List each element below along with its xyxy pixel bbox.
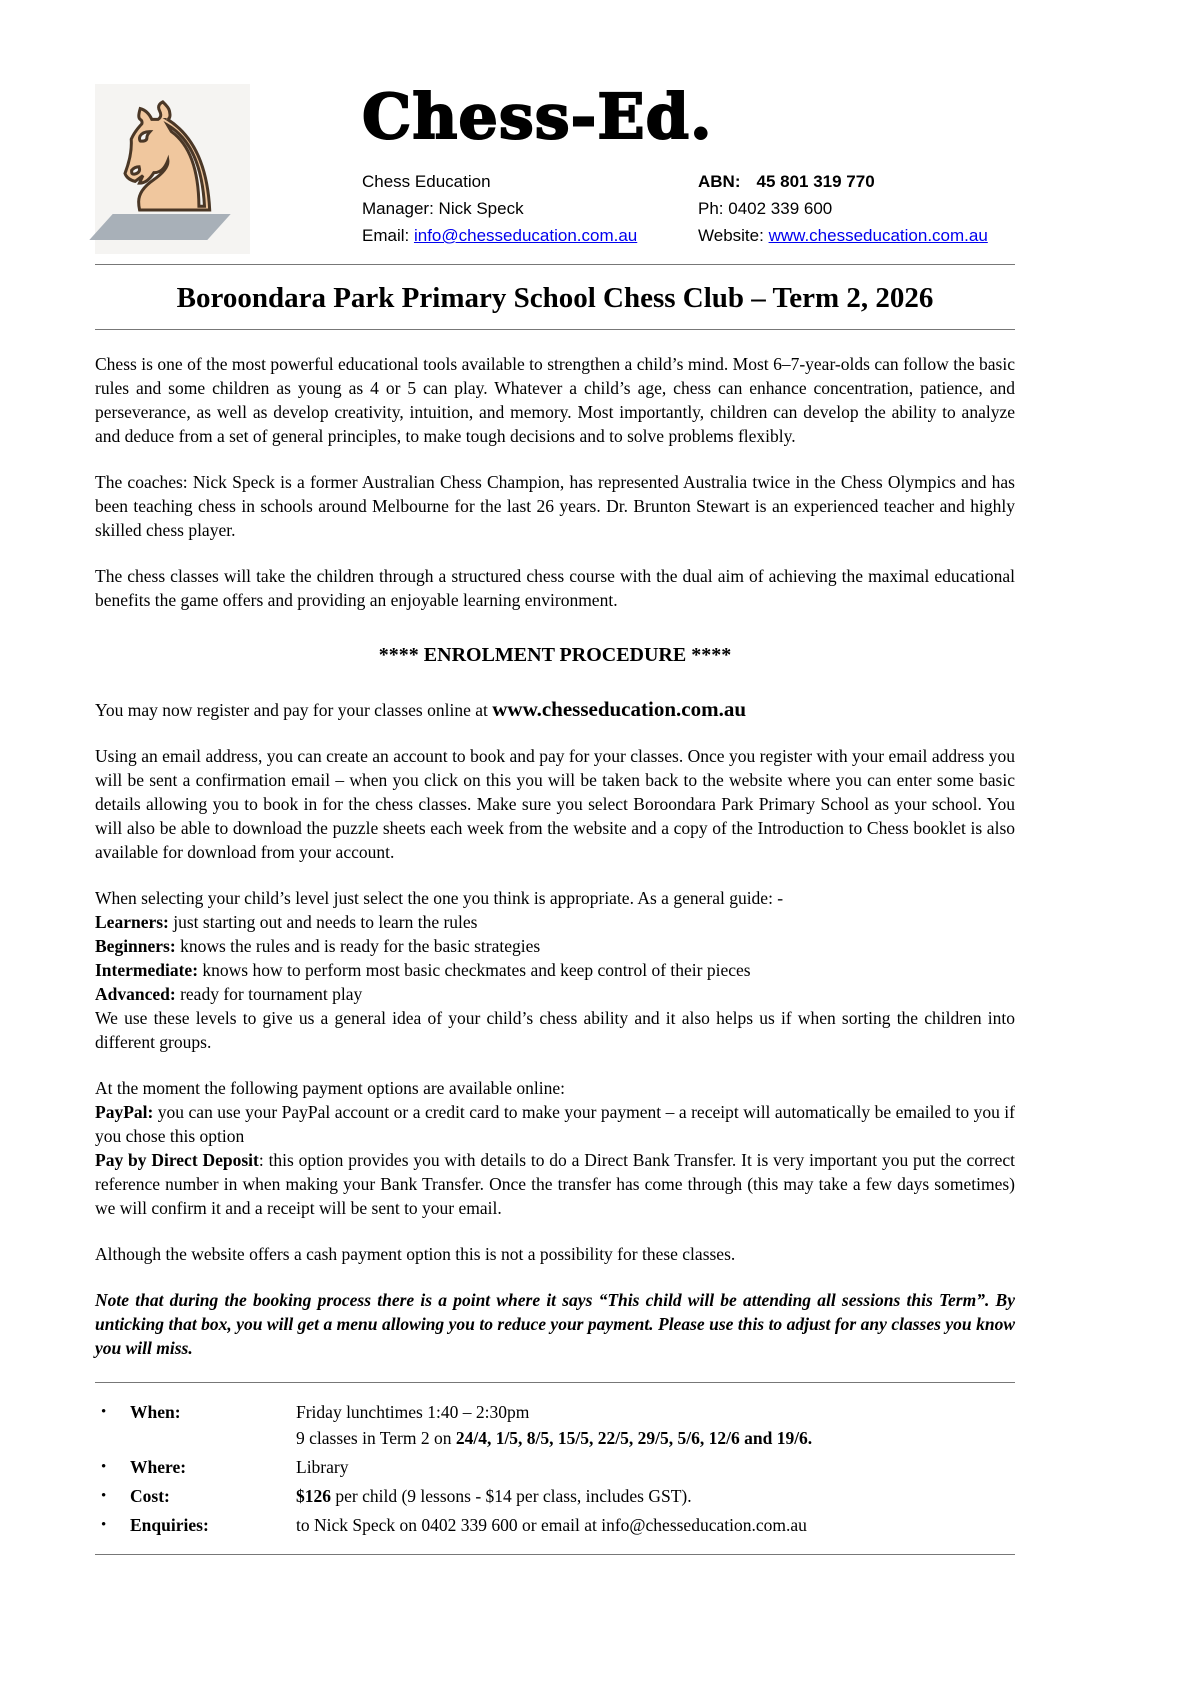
title-divider: [95, 329, 1015, 330]
paragraph-coaches: The coaches: Nick Speck is a former Australian Chess Champion, has represented Australia twice in the Chess Olympics and has been teaching chess in schools around Melbourne for the last 26 years. Dr. Brunton Stewart is an experienced teacher and highly skilled chess player.: [95, 472, 1015, 540]
detail-label-where: Where:: [130, 1457, 187, 1477]
levels-intro: When selecting your child’s level just select the one you think is appropriate. As a general guide: -: [95, 888, 784, 908]
level-text: knows how to perform most basic checkmates and keep control of their pieces: [198, 960, 751, 980]
abn-label: ABN:: [698, 172, 741, 191]
level-item: [95, 958, 1015, 982]
brand-title: Chess-Ed.: [362, 80, 713, 153]
when-line2-prefix: 9 classes in Term 2 on: [296, 1428, 456, 1448]
contact-right-column: [698, 168, 1015, 249]
level-label: Beginners:: [95, 936, 176, 956]
payment-label: Pay by Direct Deposit: [95, 1150, 259, 1170]
bullet-icon: •: [101, 1488, 107, 1504]
enrolment-heading: **** ENROLMENT PROCEDURE ****: [378, 644, 732, 666]
detail-row-where: [95, 1454, 1015, 1480]
booking-note: Note that during the booking process there is a point where it says “This child will be attending all sessions this Term”. By unticking that box, you will get a menu allowing you to reduce your payment. Please use this to adjust for any classes you know you will miss.: [95, 1290, 1015, 1358]
contact-left-column: [362, 168, 698, 249]
when-line2: [296, 1425, 1015, 1451]
payments-section: [95, 1076, 1015, 1220]
paragraph-classes: The chess classes will take the children through a structured chess course with the dual aim of achieving the maximal educational benefits the game offers and providing an enjoyable learning environment.: [95, 566, 1015, 610]
level-label: Intermediate:: [95, 960, 199, 980]
abn-line: [698, 168, 1015, 195]
bullet-icon: •: [101, 1404, 107, 1420]
cost-amount: $126: [296, 1486, 331, 1506]
letterhead: [95, 0, 1015, 254]
payment-text: you can use your PayPal account or a credit card to make your payment – a receipt will automatically be emailed to you if you chose this option: [95, 1102, 1015, 1146]
level-item: [95, 982, 1015, 1006]
payment-label: PayPal:: [95, 1102, 154, 1122]
org-name: Chess Education: [362, 172, 491, 191]
website-line: [698, 222, 1015, 249]
detail-row-enquiries: [95, 1512, 1015, 1538]
bullet-icon: •: [101, 1459, 107, 1475]
payment-text: : this option provides you with details to do a Direct Bank Transfer. It is very important you put the correct reference number in when making your Bank Transfer. Once the transfer has come through (this may take a few days sometimes) we will confirm it and a receipt will be sent to your email.: [95, 1150, 1016, 1218]
details-divider-bottom: [95, 1554, 1015, 1555]
details-list: [95, 1399, 1015, 1538]
email-label: Email:: [362, 226, 414, 245]
detail-row-cost: [95, 1483, 1015, 1509]
cash-note: Although the website offers a cash payment option this is not a possibility for these classes.: [95, 1244, 736, 1264]
level-label: Learners:: [95, 912, 169, 932]
level-text: knows the rules and is ready for the basic strategies: [175, 936, 541, 956]
contact-block: [362, 168, 1015, 249]
header-divider: [95, 264, 1015, 265]
website-label: Website:: [698, 226, 769, 245]
detail-label-cost: Cost:: [130, 1486, 170, 1506]
payment-item-direct-deposit: [95, 1148, 1015, 1220]
paragraph-account-setup: Using an email address, you can create an account to book and pay for your classes. Once you register with your email address you will be sent a confirmation email – when you click on this you will be taken back to the website where you can enter some basic details allowing you to book in for the chess classes. Make sure you select Boroondara Park Primary School as your school. You will also be able to download the puzzle sheets each week from the website and a copy of the Introduction to Chess booklet is also available for download from your account.: [95, 746, 1015, 862]
when-line1: Friday lunchtimes 1:40 – 2:30pm: [296, 1402, 530, 1422]
website-link[interactable]: www.chesseducation.com.au: [768, 226, 988, 245]
level-text: just starting out and needs to learn the rules: [168, 912, 478, 932]
level-item: [95, 910, 1015, 934]
detail-label-enquiries: Enquiries:: [130, 1515, 209, 1535]
paragraph-chess-benefits: Chess is one of the most powerful educational tools available to strengthen a child’s mind. Most 6–7-year-olds can follow the basic rules and some children as young as 4 or 5 can play. Whatever a child’s age, chess can enhance concentration, patience, and perseverance, as well as develop creativity, intuition, and memory. Most importantly, children can develop the ability to analyze and deduce from a set of general principles, to make tough decisions and to solve problems flexibly.: [95, 354, 1015, 446]
detail-value-enquiries: to Nick Speck on 0402 339 600 or email at info@chesseducation.com.au: [296, 1515, 807, 1535]
level-text: ready for tournament play: [175, 984, 363, 1004]
register-prefix: You may now register and pay for your classes online at: [95, 700, 493, 720]
payments-intro: At the moment the following payment options are available online:: [95, 1078, 565, 1098]
bullet-icon: •: [101, 1517, 107, 1533]
abn-value: 45 801 319 770: [756, 172, 875, 191]
detail-value-where: Library: [296, 1457, 349, 1477]
detail-value-cost: [296, 1483, 1015, 1509]
detail-row-when: [95, 1399, 1015, 1451]
levels-outro: We use these levels to give us a general idea of your child’s chess ability and it also helps us if when sorting the children into different groups.: [95, 1008, 1015, 1052]
email-line: [362, 222, 698, 249]
level-item: [95, 934, 1015, 958]
letterhead-text: [362, 80, 1015, 254]
page-title: Boroondara Park Primary School Chess Club – Term 2, 2026: [176, 282, 934, 314]
register-url: www.chesseducation.com.au: [492, 697, 747, 721]
register-line: [95, 697, 1015, 722]
detail-label-when: When:: [130, 1402, 181, 1422]
email-link[interactable]: info@chesseducation.com.au: [413, 226, 638, 245]
cost-rest: per child (9 lessons - $14 per class, includes GST).: [331, 1486, 692, 1506]
knight-logo: [95, 73, 250, 254]
knight-icon: ♞: [101, 73, 234, 245]
payment-item-paypal: [95, 1100, 1015, 1148]
detail-value-when: [296, 1399, 1015, 1451]
details-divider-top: [95, 1382, 1015, 1383]
manager-line: Manager: Nick Speck: [362, 199, 524, 218]
level-label: Advanced:: [95, 984, 176, 1004]
phone-line: Ph: 0402 339 600: [698, 199, 833, 218]
levels-section: [95, 886, 1015, 1054]
when-dates: 24/4, 1/5, 8/5, 15/5, 22/5, 29/5, 5/6, 12/6 and 19/6.: [455, 1428, 813, 1448]
